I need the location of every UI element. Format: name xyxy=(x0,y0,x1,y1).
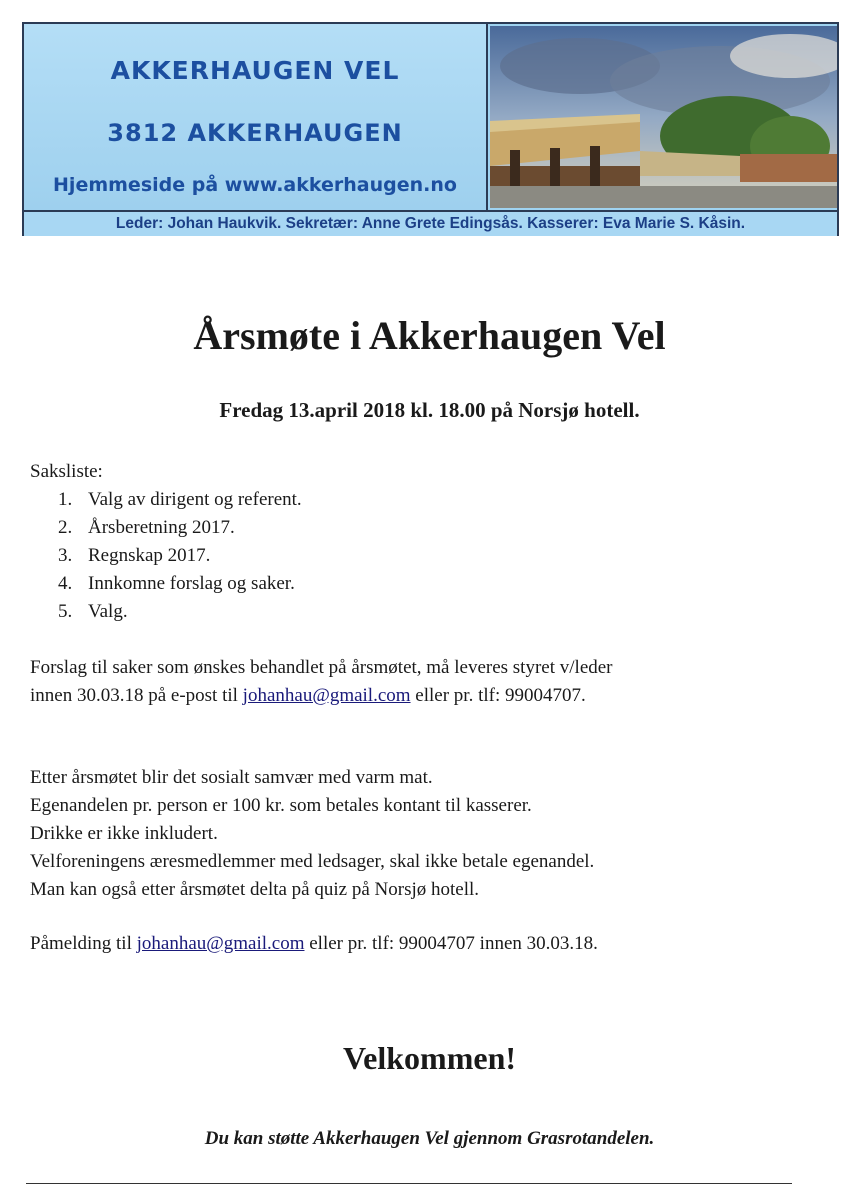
email-link[interactable]: johanhau@gmail.com xyxy=(136,933,305,954)
board-members-bar: Leder: Johan Haukvik. Sekretær: Anne Grete Edingsås. Kasserer: Eva Marie S. Kåsin. xyxy=(24,210,837,236)
social-line: Velforeningens æresmedlemmer med ledsager, skal ikke betale egenandel. xyxy=(30,851,595,872)
building-photo-illustration xyxy=(490,26,837,208)
letterhead-text-panel xyxy=(24,24,488,210)
letterhead xyxy=(22,22,839,236)
social-line: Etter årsmøtet blir det sosialt samvær med varm mat. xyxy=(30,767,433,788)
page-title: Årsmøte i Akkerhaugen Vel xyxy=(193,313,666,358)
footer-divider xyxy=(26,1183,792,1184)
social-line: Drikke er ikke inkludert. xyxy=(30,823,218,844)
agenda-item: 3. Regnskap 2017. xyxy=(58,545,211,566)
org-name: AKKERHAUGEN VEL xyxy=(110,56,400,85)
agenda-list xyxy=(58,486,302,626)
registration-paragraph: Påmelding til johanhau@gmail.com eller pr. tlf: 99004707 innen 30.03.18. xyxy=(30,933,598,954)
welcome-heading: Velkommen! xyxy=(342,1040,517,1076)
agenda-item: 5. Valg. xyxy=(58,601,128,622)
social-paragraph xyxy=(30,764,594,904)
meeting-date: Fredag 13.april 2018 kl. 18.00 på Norsjø hotell. xyxy=(219,398,640,422)
agenda-item: 1. Valg av dirigent og referent. xyxy=(58,489,302,510)
building-photo xyxy=(490,26,837,208)
agenda-item: 4. Innkomne forslag og saker. xyxy=(58,573,295,594)
social-line: Egenandelen pr. person er 100 kr. som betales kontant til kasserer. xyxy=(30,795,532,816)
postal-address: 3812 AKKERHAUGEN xyxy=(107,119,403,147)
agenda-label: Saksliste: xyxy=(30,461,103,482)
proposals-paragraph: Forslag til saker som ønskes behandlet på årsmøtet, må leveres styret v/leder innen 30.03.18 på e-post til johanhau@gmail.com eller pr. tlf: 99004707. xyxy=(30,657,613,706)
email-link[interactable]: johanhau@gmail.com xyxy=(242,685,411,706)
website-line: Hjemmeside på www.akkerhaugen.no xyxy=(53,174,457,196)
grasrot-note: Du kan støtte Akkerhaugen Vel gjennom Grasrotandelen. xyxy=(204,1128,655,1149)
social-line: Man kan også etter årsmøtet delta på quiz på Norsjø hotell. xyxy=(30,879,480,900)
agenda-item: 2. Årsberetning 2017. xyxy=(58,517,235,538)
